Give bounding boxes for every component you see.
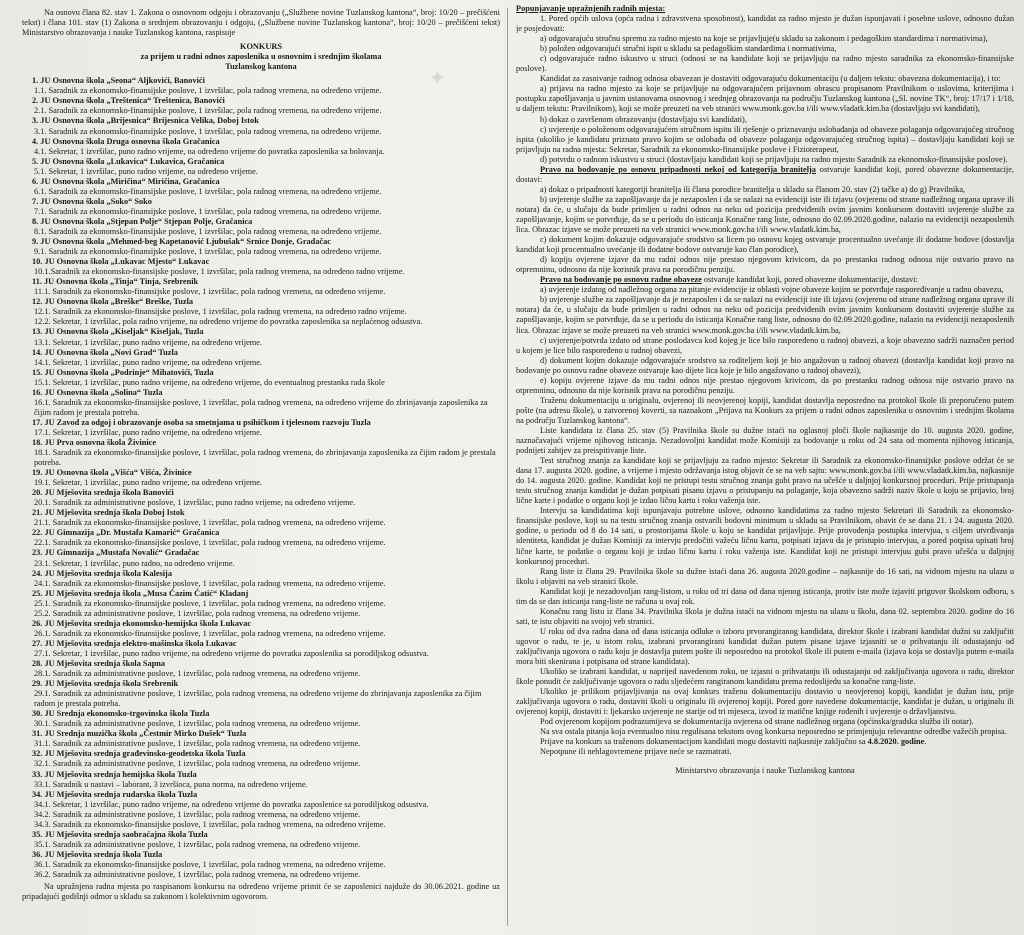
position-entry: 36.1. Saradnik za ekonomsko-finansijske poslove, 1 izvršilac, pola radnog vremena, na određeno vrijeme.	[34, 859, 386, 869]
position-entry: 13.1. Sekretar, 1 izvršilac, puno radno vrijeme, na određeno vrijeme.	[34, 337, 262, 347]
work-duty-heading-rest: ostvaruje kandidat koji, pored obavezne dokumentacije, dostavi:	[701, 275, 918, 285]
condition-paragraph: c) uvjerenje o položenom odgovarajućem stručnom ispitu ili rješenje o priznavanju oslobađanja od obaveze polaganja odgovarajućeg stručnog ispita (ukoliko je kandidatu priznato pravo kojim se oslobađa od obaveze polaganja odgovarajućeg stručnog ispita) – dostavljaju kandidati koji se prijavljuju na radna mjesta: Sekretar, Saradnik za ekonomsko-finansijske poslove i Fizioterapeut,	[516, 124, 1014, 154]
school-name: 23. JU Gimnazija „Mustafa Novalić“ Gradačac	[32, 548, 200, 558]
position-entry: 22.1. Saradnik za ekonomsko-finansijske poslove, 1 izvršilac, pola radnog vremena, na određeno vrijeme.	[34, 538, 386, 548]
column-divider	[507, 8, 508, 926]
school-name: 15. JU Osnovna škola „Podrinje“ Mihatovići, Tuzla	[32, 367, 214, 377]
condition-paragraph: Kandidat za zasnivanje radnog odnosa obavezan je dostaviti odgovarajuću dokumentaciju (u daljem tekstu: obavezna dokumentacija), i to:	[540, 74, 1001, 84]
school-name: 27. JU Mješovita srednja elektro-mašinska škola Lukavac	[32, 638, 237, 648]
condition-paragraph: b) položen odgovarajući stručni ispit u skladu sa pedagoškim standardima i normativima,	[540, 44, 837, 54]
document-subtitle-line-1: za prijem u radni odnos zaposlenika u osnovnim i srednjim školama	[140, 52, 382, 62]
condition-paragraph: a) odgovarajuću stručnu spremu za radno mjesto na koje se prijavljuje(u skladu sa zakonom i pedagoškim standardima i normativima),	[540, 34, 988, 44]
position-entry: 8.1. Saradnik za ekonomsko-finansijske poslove, 1 izvršilac, pola radnog vremena, na određeno vrijeme.	[34, 226, 382, 236]
position-entry: 4.1. Sekretar, 1 izvršilac, puno radno vrijeme, na određeno vrijeme do povratka zaposlenika sa bolovanja.	[34, 146, 385, 156]
position-entry: 27.1. Sekretar, 1 izvršilac, puno radno vrijeme, na određeno vrijeme do povratka zaposlenika sa porodiljskog odsustva.	[34, 648, 429, 658]
section-heading-work-duty: Pravo na bodovanje po osnovu radne obaveze	[540, 275, 702, 285]
position-entry: 16.1. Saradnik za ekonomsko-finansijske poslove, 1 izvršilac, pola radnog vremena, na određeno vrijeme do zbrinjavanja zaposlenika za čijim radom je prestala potreba.	[34, 397, 488, 417]
procedure-paragraph: Konačnu rang listu iz člana 34. Pravilnika škola je dužna istaći na vidnom mjestu na ulazu u školu, dana 02. septembra 2020. godine do 16 sati, te istu objaviti na svojoj veb stranici.	[516, 606, 1014, 626]
position-entry: 9.1. Saradnik za ekonomsko-finansijske poslove, 1 izvršilac, pola radnog vremena, na određeno vrijeme.	[34, 247, 382, 257]
closing-paragraph: Na upražnjena radna mjesta po raspisanom konkursu na određeno vrijeme primit će se zaposlenici najduže do 30.06.2021. godine uz pripadajući godišnji odmor u skladu sa zakonom i kolektivnim ugovorom.	[22, 882, 500, 902]
position-entry: 6.1. Saradnik za ekonomsko-finansijske poslove, 1 izvršilac, pola radnog vremena, na određeno vrijeme.	[34, 186, 382, 196]
veterans-paragraph-item: d) kopiju ovjerene izjave da mu radni odnos nije prestao njegovom krivicom, da po prestanku radnog odnosa nije ostvario pravo na otpremninu, odnosno da nije korisnik prava na porodičnu penziju.	[516, 255, 1014, 275]
procedure-paragraph: Intervju sa kandidatima koji ispunjavaju potrebne uslove, odnosno kandidatima za radno mjesto Sekretari ili Saradnik za ekonomsko-finansijske poslove, koji su na testu stručnog znanja ostvarili bodovni minimum u skladu sa Pravilnikom, obavit će se dana 21. i 24. augusta 2020. godine, u periodu od 8 do 14 sati, u prostorijama škole u koju se kandidat prijavljuje. Prije provođenja postupka intervjua, s ciljem utvrđivanja identiteta, kandidat je dužan Komisiji za intervju predočiti važeću ličnu kartu, potpisati izjavu da je pristupio intervjuu, a pored potpisa upisati broj lične karte, te podatke o organu koji je izdao ličnu kartu i roku važenja iste. Kandidat koji ne pristupi intervjuu gubi pravo učešća u daljnjoj konkursnoj proceduri.	[516, 506, 1014, 566]
school-name: 4. JU Osnovna škola Druga osnovna škola Gračanica	[32, 136, 220, 146]
document-subtitle-line-2: Tuzlanskog kantona	[225, 62, 297, 72]
school-name: 16. JU Osnovna škola „Solina“ Tuzla	[32, 387, 163, 397]
school-name: 24. JU Mješovita srednja škola Kalesija	[32, 568, 172, 578]
work-duty-paragraph	[516, 275, 1014, 285]
school-name: 5. JU Osnovna škola „Lukavica“ Lukavica, Gračanica	[32, 156, 225, 166]
deadline-date: 4.8.2020. godine	[867, 737, 925, 747]
condition-paragraph: a) prijavu na radno mjesto za koje se prijavljuje na odgovarajućem prijavnom obrascu propisanom Pravilnikom o uslovima, kriterijima i postupku zapošljavanja u javnim ustanovama osnovnog i srednjeg obrazovanja na području Tuzlanskog kantona („Sl. novine TK“, broj: 17/17 i 1/18, u daljem tekstu: Pravilnikom), koji se može preuzeti na veb stranici www.monk.gov.ba i/ili www.vladatk.kim.ba (dostavljaju svi kandidati),	[516, 84, 1014, 114]
condition-paragraph: c) odgovarajuće radno iskustvo u struci (odnosi se na kandidate koji se prijavljuju na radno mjesto saradnika za ekonomsko-finansijske poslove).	[516, 54, 1014, 74]
procedure-paragraph: Ukoliko se izabrani kandidat, u naprijed navedenom roku, ne izjasni o prihvatanju ili odustajanju od zaključivanja ugovora o radu, direktor škole ponudit će zaključivanje ugovora o radu sljedećem rangiranom kandidatu prema redoslijedu sa konačne rang-liste.	[516, 667, 1014, 687]
condition-paragraph: b) dokaz o završenom obrazovanju (dostavljaju svi kandidati),	[540, 114, 747, 124]
school-name: 19. JU Osnovna škola „Višća“ Višća, Živinice	[32, 468, 192, 478]
procedure-paragraph: Liste kandidata iz člana 25. stav (5) Pravilnika škole su dužne istaći na oglasnoj ploči škole najkasnije do 10. augusta 2020. godine, naznačavajući vrijeme njihovog isticanja. Nezadovoljni kandidat može Komisiji za bodovanje u roku od 24 sata od momenta njihovog isticanja, podnijeti zahtjev za preispitivanje liste.	[516, 425, 1014, 456]
right-column	[516, 4, 1014, 928]
position-entry: 12.1. Saradnik za ekonomsko-finansijske poslove, 1 izvršilac, pola radnog vremena, na određeno radno vrijeme.	[34, 307, 407, 317]
school-name: 35. JU Mješovita srednja saobraćajna škola Tuzla	[32, 829, 208, 839]
intro-paragraph: Na osnovu člana 82. stav 1. Zakona o osnovnom odgoju i obrazovanju („Službene novine Tuzlanskog kantona“, broj: 10/20 – prečišćeni tekst) i člana 101. stav (1) Zakona o srednjem obrazovanju i odgoju, („Službene novine Tuzlanskog kantona“, broj: 10/20 – prečišćeni tekst) Ministarstvo obrazovanja i nauke Tuzlanskog kantona, raspisuje	[22, 8, 500, 38]
school-name: 20. JU Mješovita srednja škola Banovići	[32, 488, 174, 498]
position-entry: 29.1. Saradnik za administrativne poslove, 1 izvršilac, pola radnog vremena, na određeno vrijeme do zbrinjavanja zaposlenika za čijim radom je prestala potreba.	[34, 689, 482, 709]
school-name: 6. JU Osnovna škola „Miričina“ Miričina, Gračanica	[32, 176, 220, 186]
position-entry: 36.2. Saradnik za administrativne poslove, 1 izvršilac, pola radnog vremena, na određeno vrijeme.	[34, 869, 361, 879]
left-column	[22, 8, 500, 926]
school-name: 10. JU Osnovna škola „Lukavac Mjesto“ Lukavac	[32, 257, 210, 267]
position-entry: 20.1. Saradnik za administrativne poslove, 1 izvršilac, puno radno vrijeme, na određeno vrijeme.	[34, 498, 356, 508]
school-name: 36. JU Mješovita srednja škola Tuzla	[32, 849, 163, 859]
veterans-block	[516, 185, 1014, 275]
position-entry: 18.1. Saradnik za ekonomsko-finansijske poslove, 1 izvršilac, pola radnog vremena, do zbrinjavanja zaposlenika za čijim radom je prestala potreba.	[34, 448, 496, 468]
position-entry: 21.1. Saradnik za ekonomsko-finansijske poslove, 1 izvršilac, pola radnog vremena, na određeno vrijeme.	[34, 518, 386, 528]
school-name: 3. JU Osnovna škola „Brijesnica“ Brijesnica Velika, Doboj Istok	[32, 116, 259, 126]
section-heading-veterans: Pravo na bodovanje po osnovu pripadnosti nekoj od kategorija branitelja	[540, 164, 816, 174]
deadline-paragraph	[516, 737, 1014, 747]
school-name: 34. JU Mješovita srednja rudarska škola Tuzla	[32, 789, 198, 799]
procedure-paragraph: Kandidat koji je nezadovoljan rang-listom, u roku od tri dana od dana njenog isticanja, protiv iste može izjaviti prigovor školskom odboru, s tim da se dan isticanja rang-liste ne računa u ovaj rok.	[516, 586, 1014, 606]
position-entry: 34.2. Saradnik za administrativne poslove, 1 izvršilac, pola radnog vremena, na određeno vrijeme.	[34, 809, 361, 819]
condition-paragraph: d) potvrdu o radnom iskustvu u struci (dostavljaju kandidati koji se prijavljuju na radno mjesto Saradnik za ekonomsko-finansijske poslove).	[540, 154, 1008, 164]
school-name: 22. JU Gimnazija „Dr. Mustafa Kamarić“ Gračanica	[32, 528, 220, 538]
school-name: 13. JU Osnovna škola „Kiseljak“ Kiseljak, Tuzla	[32, 327, 204, 337]
signature: Ministarstvo obrazovanja i nauke Tuzlanskog kantona	[675, 765, 855, 775]
position-entry: 34.1. Sekretar, 1 izvršilac, puno radno vrijeme, na određeno vrijeme do povratka zaposlenice sa porodiljskog odsustva.	[34, 799, 429, 809]
position-entry: 24.1. Saradnik za ekonomsko-finansijske poslove, 1 izvršilac, pola radnog vremena, na određeno vrijeme.	[34, 578, 386, 588]
school-name: 33. JU Mješovita srednja hemijska škola Tuzla	[32, 769, 197, 779]
school-name: 25. JU Mješovita srednja škola „Musa Ćazim Ćatić“ Kladanj	[32, 588, 249, 598]
school-name: 18. JU Prva osnovna škola Živinice	[32, 437, 157, 447]
school-name: 29. JU Mješovita srednja škola Srebrenik	[32, 679, 179, 689]
condition-paragraph: 1. Pored općih uslova (opća radna i zdravstvena sposobnost), kandidat za radno mjesto je dužan ispunjavati i posebne uslove, odnosno dužan je posjedovati:	[516, 14, 1014, 34]
position-entry: 30.1. Saradnik za administrativne poslove, 1 izvršilac, pola radnog vremena, na određeno vrijeme.	[34, 719, 361, 729]
veterans-paragraph-item: a) dokaz o pripadnosti kategoriji branitelja ili člana porodice branitelja u skladu sa članom 20. stav (2) tačke a) do g) Pravilnika,	[540, 184, 966, 194]
procedure-paragraph: Pod ovjerenom kopijom podrazumijeva se dokumentacija ovjerena od strane nadležnog organa (općinska/gradska služba ili notar).	[540, 717, 974, 727]
position-entry: 1.1. Saradnik za ekonomsko-finansijske poslove, 1 izvršilac, pola radnog vremena, na određeno vrijeme.	[34, 86, 382, 96]
position-entry: 25.1. Saradnik za ekonomsko-finansijske poslove, 1 izvršilac, pola radnog vremena, na određeno vrijeme.	[34, 598, 386, 608]
position-entry: 5.1. Sekretar, 1 izvršilac, puno radno vrijeme, na određeno vrijeme.	[34, 166, 258, 176]
school-name: 21. JU Mješovita srednja škola Doboj Istok	[32, 508, 185, 518]
school-name: 28. JU Mješovita srednja škola Sapna	[32, 659, 166, 668]
veterans-paragraph-item: c) dokument kojim dokazuje odgovarajuće srodstvo sa licem po osnovu kojeg ostvaruje procentualno uvećanje ili dodatne bodove (dostavlja kandidat koji procentualno uvećanje ili dodatne bodove ostvaruje kao član porodice),	[516, 235, 1014, 255]
procedure-paragraph: a) uvjerenje izdatog od nadležnog organa za pitanje evidencije iz oblasti vojne obaveze kojim se potvrđuje raspoređivanje u radnu obavezu,	[540, 285, 1004, 295]
position-entry: 31.1. Saradnik za administrativne poslove, 1 izvršilac, pola radnog vremena, na određeno vrijeme.	[34, 739, 361, 749]
deadline-text: Prijave na konkurs sa traženom dokumentacijom kandidati mogu dostaviti najkasnije zaključno sa	[540, 737, 868, 747]
procedure-paragraph: c) uvjerenje/potvrda izdato od strane poslodavca kod kojeg je lice bilo raspoređeno u radnoj obavezi, a koje obavezno sadrži naznačen period u kojem je lice bilo raspoređeno u radnoj obavezi,	[516, 335, 1014, 355]
school-name: 8. JU Osnovna škola „Stjepan Polje“ Stjepan Polje, Gračanica	[32, 216, 253, 226]
school-name: 17. JU Zavod za odgoj i obrazovanje osoba sa smetnjama u psihičkom i tjelesnom razvoju Tuzla	[32, 417, 371, 427]
incomplete-applications-note: Nepotpune ili neblagovremene prijave neće se razmatrati.	[540, 747, 732, 757]
position-entry: 14.1. Sekretar, 1 izvršilac, puno radno vrijeme, na određeno vrijeme.	[34, 357, 262, 367]
position-entry: 11.1. Saradnik za ekonomsko-finansijske poslove, 1 izvršilac, pola radnog vremena, na određeno vrijeme.	[34, 287, 386, 297]
procedure-block	[516, 285, 1014, 737]
bleed-through-text: ✦	[430, 68, 446, 88]
veterans-heading-rest: ostvaruje kandidat koji, pored obavezne dokumentacije, dostavi:	[516, 164, 1014, 184]
position-entry: 33.1. Saradnik u nastavi – laborant, 3 izvršioca, puna norma, na određeno vrijeme.	[34, 779, 308, 789]
school-name: 1. JU Osnovna škola „Seona“ Aljkovići, Banovići	[32, 76, 205, 86]
school-name: 31. JU Srednja muzička škola „Čestmir Mirko Dušek“ Tuzla	[32, 729, 247, 739]
position-entry: 25.2. Saradnik za administrativne poslove, 1 izvršilac, pola radnog vremena, na određeno vrijeme.	[34, 608, 361, 618]
position-entry: 23.1. Sekretar, 1 izvršilac, puno radno, na određeno vrijeme.	[34, 558, 235, 568]
school-name: 2. JU Osnovna škola „Treštenica“ Treštenica, Banovići	[32, 96, 225, 106]
position-entry: 10.1.Saradnik za ekonomsko-finansijske poslove, 1 izvršilac, pola radnog vremena, na određeno radno vrijeme.	[34, 267, 405, 277]
procedure-paragraph: e) kopiju ovjerene izjave da mu radni odnos nije prestao njegovom krivicom, da po prestanku radnog odnosa nije ostvario pravo na otpremninu, odnosno da nije korisnik prava na porodičnu penziju.	[516, 375, 1014, 395]
procedure-paragraph: Na sva ostala pitanja koja eventualno nisu regulisana tekstom ovog konkursa neposredno se primjenjuju relevantne odredbe važećih propisa.	[540, 727, 1007, 737]
school-list	[22, 76, 500, 880]
position-entry: 17.1. Sekretar, 1 izvršilac, puno radno vrijeme, na određeno vrijeme.	[34, 427, 262, 437]
school-name: 9. JU Osnovna škola „Mehmed-beg Kapetanović Ljubušak“ Srnice Donje, Gradačac	[32, 237, 331, 247]
position-entry: 26.1. Saradnik za ekonomsko-finansijske poslove, 1 izvršilac, pola radnog vremena, na određeno vrijeme.	[34, 628, 386, 638]
procedure-paragraph: U roku od dva radna dana od dana isticanja odluke o izboru prvorangiranog kandidata, direktor škole i izabrani kandidat dužni su zaključiti ugovor o radu, te je, u istom roku, izabrani prvorangirani kandidat dužan putem pisane izjave izjasniti se o prihvatanju ili odustajanju od zaključivanja ugovora o radu koju je dostavlja putem pošte ili neposredno na protokol škole ili putem e-maila (izjava koja se dostavlja putem e-maila mora biti skenirana i potpisana od strane kandidata).	[516, 626, 1014, 667]
position-entry: 12.2. Sekretar, 1 izvršilac, pola radno vrijeme, na određeno vrijeme do povratka zaposlenika sa neplaćenog odsustva.	[34, 317, 423, 327]
position-entry: 15.1. Sekretar, 1 izvršilac, puno radno vrijeme, na određeno vrijeme, do eventualnog prestanka rada škole	[34, 377, 385, 387]
procedure-paragraph: Ukoliko je prilikom prijavljivanja na ovaj konkurs traženu dokumentaciju dostavio u neovjerenoj kopiji, kandidat je dužan istu, prije zaključivanja ugovora o radu, dostaviti školi u originalu ili ovjerenoj kopiji. Pored gore navedene dokumentacije, kandidat je dužan, u originalu ili ovjerenoj kopiji, dostaviti i: ljekarsko uvjerenje ne starije od tri mjeseca, izvod iz matične knjige rođenih i uvjerenje o državljanstvu.	[516, 687, 1014, 717]
conditions-block	[516, 14, 1014, 165]
position-entry: 3.1. Saradnik za ekonomsko-finansijske poslove, 1 izvršilac, pola radnog vremena, na određeno vrijeme.	[34, 126, 382, 136]
school-name: 32. JU Mješovita srednja građevinsko-geodetska škola Tuzla	[32, 749, 246, 759]
deadline-end: .	[924, 737, 927, 747]
procedure-paragraph: d) dokument kojim dokazuje odgovarajuće srodstvo sa roditeljem koji je bio angažovan u radnoj obavezi (dostavlja kandidat koji pravo na bodovanje po osnovu radne obaveze ostvaruje kao dijete lica koje je bilo angažovano u radnoj obavezi),	[516, 355, 1014, 375]
position-entry: 32.1. Saradnik za administrativne poslove, 1 izvršilac, pola radnog vremena, na određeno vrijeme.	[34, 759, 361, 769]
school-name: 11. JU Osnovna škola „Tinja“ Tinja, Srebrenik	[32, 277, 199, 287]
document-title: KONKURS	[240, 42, 282, 52]
veterans-paragraph	[516, 165, 1014, 185]
school-name: 30. JU Srednja ekonomsko-trgovinska škola Tuzla	[32, 709, 210, 719]
school-name: 7. JU Osnovna škola „Soko“ Soko	[32, 196, 152, 206]
position-entry: 19.1. Sekretar, 1 izvršilac, puno radno vrijeme, na određeno vrijeme.	[34, 478, 262, 488]
procedure-paragraph: Traženu dokumentaciju u originalu, ovjerenoj ili neovjerenoj kopiji, kandidat dostavlja neposredno na protokol škole ili preporučeno putem pošte (na adresu škole), u zatvorenoj koverti, sa naznakom „Prijava na Konkurs za prijem u radni odnos zaposlenika u osnovnim i srednjim školama na području Tuzlanskog kantona“.	[516, 395, 1014, 425]
position-entry: 2.1. Saradnik za ekonomsko-finansijske poslove, 1 izvršilac, pola radnog vremena, na određeno vrijeme.	[34, 106, 382, 116]
school-name: 12. JU Osnovna škola „Breške“ Breške, Tuzla	[32, 297, 194, 307]
section-heading-positions: Popunjavanje upražnjenih radnih mjesta:	[516, 4, 666, 13]
procedure-paragraph: Rang liste iz člana 29. Pravilnika škole su dužne istaći dana 26. augusta 2020.godine – najkasnije do 16 sati, na vidnom mjestu na ulazu u školu i objaviti na veb stranici škole.	[516, 566, 1014, 586]
position-entry: 35.1. Saradnik za administrativne poslove, 1 izvršilac, pola radnog vremena, na određeno vrijeme.	[34, 839, 361, 849]
position-entry: 28.1. Saradnik za administrativne poslove, 1 izvršilac, pola radnog vremena, na određeno vrijeme.	[34, 669, 361, 679]
position-entry: 34.3. Saradnik za ekonomsko-finansijske poslove, 1 izvršilac, pola radnog vremena, na određeno vrijeme.	[34, 819, 386, 829]
position-entry: 7.1. Saradnik za ekonomsko-finansijske poslove, 1 izvršilac, pola radnog vremena, na određeno vrijeme.	[34, 206, 382, 216]
procedure-paragraph: Test stručnog znanja za kandidate koji se prijavljuju za radno mjesto: Sekretar ili Saradnik za ekonomsko-finansijske poslove održat će se dana 17. augusta 2020. godine, a vrijeme i mjesto održavanja istog objavit će se na veb sajtu: www.monk.gov.ba i/ili www.vladatk.kim.ba, najkasnije do 14. augusta 2020. godine. Kandidat koji ne pristupi testu stručnog znanja gubi pravo na učešće u daljnjoj konkursnoj proceduri. Prije pristupanja testu stručnog znanja kandidat je dužan potpisati pisanu izjavu o pristupanju na polaganje, koja obavezno sadrži naziv škole u koju se prijavio, broj lične karte i podatke o organu koji je izdao ličnu kartu i roku važenja iste.	[516, 456, 1014, 506]
school-name: 14. JU Osnovna škola „Novi Grad“ Tuzla	[32, 347, 178, 357]
procedure-paragraph: b) uvjerenje službe za zapošljavanje da je nezaposlen i da se nalazi na evidenciji iste ili izjavu (ovjerenu od strane nadležnog organa uprave ili notara) da će, u slučaju da bude primljen u radni odnos na neku od pozicija predviđenih ovim javnim konkursom dostaviti uvjerenje službe za zapošljavanje, kojim se potvrđuje, da se u periodu do isticanja Konačne rang liste, odnosno do 02.09.2020.godine, nalazio na evidenciji nezaposlenih lica. Obrazac izjave se može preuzeti na veb stranici www.monk.gov.ba i/ili www.vladatk.kim.ba,	[516, 295, 1014, 335]
veterans-paragraph-item: b) uvjerenje službe za zapošljavanje da je nezaposlen i da se nalazi na evidenciji iste ili izjavu (ovjerenu od strane nadležnog organa uprave ili notara) da će, u slučaju da bude primljen u radni odnos na neku od pozicija predviđenih ovim javnim konkursom dostaviti uvjerenje službe za zapošljavanje, kojim se potvrđuje, da se u periodu do isticanja Konačne rang liste, odnosno do 02.09.2020.godine, nalazio na evidenciji nezaposlenih lica. Obrazac izjave se može preuzeti na veb stranici www.monk.gov.ba i/ili www.vladatk.kim.ba,	[516, 194, 1014, 235]
school-name: 26. JU Mješovita srednja ekonomsko-hemijska škola Lukavac	[32, 618, 252, 628]
